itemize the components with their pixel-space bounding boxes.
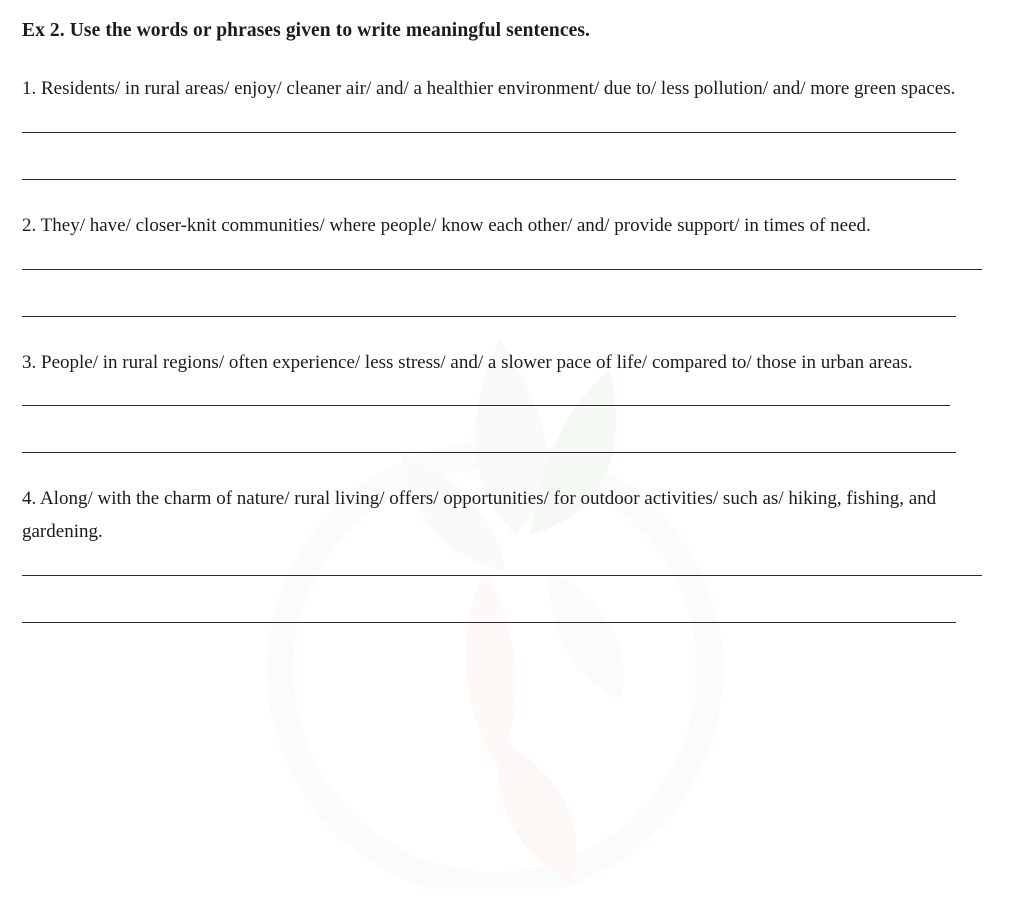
prompt-text-2: 2. They/ have/ closer-knit communities/ where people/ know each other/ and/ provide support/ in times of need. xyxy=(22,215,871,237)
answer-area-3[interactable] xyxy=(22,405,1002,453)
exercise-item-1 xyxy=(22,73,1002,180)
answer-area-2[interactable] xyxy=(22,269,1002,317)
exercise-item-3 xyxy=(22,347,1002,454)
exercise-item-2 xyxy=(22,210,1002,317)
page-title: Ex 2. Use the words or phrases given to write meaningful sentences. xyxy=(22,20,591,41)
prompt-text-3: 3. People/ in rural regions/ often experience/ less stress/ and/ a slower pace of life/ compared to/ those in urban areas. xyxy=(22,351,913,373)
prompt-text-1: 1. Residents/ in rural areas/ enjoy/ cleaner air/ and/ a healthier environment/ due to/ less pollution/ and/ more green spaces. xyxy=(22,78,956,100)
answer-area-4[interactable] xyxy=(22,575,1002,623)
prompt-text-4: 4. Along/ with the charm of nature/ rural living/ offers/ opportunities/ for outdoor activities/ such as/ hiking, fishing, and gardening. xyxy=(22,488,937,543)
answer-line[interactable] xyxy=(22,622,956,623)
answer-area-1[interactable] xyxy=(22,132,1002,180)
exercise-item-4 xyxy=(22,483,1002,622)
